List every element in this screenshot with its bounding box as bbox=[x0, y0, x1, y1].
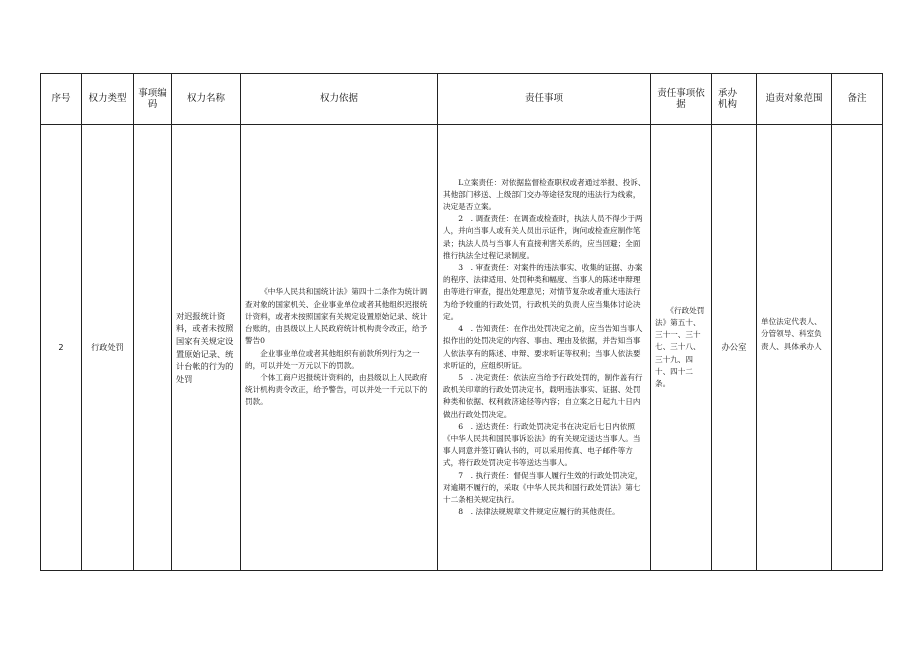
basis-paragraph: 《中华人民共和国统计法》第四十二条作为统计调查对象的国家机关、企业事业单位或者其他组织迟报统计资料，或者未按照国家有关规定设置原始记录、统计台账的，由县级以上人民政府统计机构责令改正，给予警告0 bbox=[245, 287, 428, 346]
duty-item: 3 . 审查责任：对案件的违法事实、收集的证据、办案的程序、法律适用、处罚种类和幅度、当事人的陈述申辩理由等进行审查，提出处理意见；对情节复杂或者重大违法行为给予较重的行政处罚，行政机关的负责人应当集体讨论决定。 bbox=[443, 263, 643, 321]
cell-duties bbox=[438, 125, 651, 571]
header-duties: 责任事项 bbox=[438, 74, 651, 125]
table-row bbox=[41, 125, 883, 571]
cell-item-code bbox=[134, 125, 172, 571]
duty-item: 2 . 调查责任：在调查或检查时，执法人员不得少于两人，并向当事人或有关人员出示证件，询问或检查应制作笔录；执法人员与当事人有直接利害关系的，应当回避；全面推行执法全过程记录制度。 bbox=[443, 214, 643, 260]
cell-basis bbox=[241, 125, 438, 571]
basis-paragraph: 个体工商户迟报统计资料的，由县级以上人民政府统计机构责令改正，给予警告，可以并处一千元以下的罚款。 bbox=[245, 372, 428, 407]
cell-scope bbox=[757, 125, 832, 571]
basis-paragraph: 企业事业单位或者其他组织有前款所列行为之一的，可以并处一万元以下的罚款。 bbox=[245, 348, 420, 370]
duty-item: 5 . 决定责任：依法应当给予行政处罚的，制作盖有行政机关印章的行政处罚决定书，载明违法事实、证据、处罚种类和依据、权利救济途径等内容；自立案之日起九十日内做出行政处罚决定。 bbox=[443, 372, 643, 419]
cell-office: 办公室 bbox=[712, 125, 757, 571]
header-scope: 追责对象范围 bbox=[757, 74, 832, 125]
cell-power-type: 行政处罚 bbox=[82, 125, 134, 571]
duty-basis-text: 《行政处罚法》第五十、三十一、三十七、三十八、三十九、四十、四十二条。 bbox=[655, 305, 705, 388]
header-duty-basis: 责任事项依据 bbox=[651, 74, 712, 125]
cell-remarks bbox=[832, 125, 883, 571]
header-office: 承办机构 bbox=[712, 74, 757, 125]
header-remarks: 备注 bbox=[832, 74, 883, 125]
scope-text: 单位法定代表人、分管领导、科室负责人、具体承办人 bbox=[761, 317, 822, 351]
duty-item: 8 . 法律法规规章文件规定应履行的其他责任。 bbox=[458, 507, 620, 517]
duty-item: 6 . 送达责任：行政处罚决定书在决定后七日内依照《中华人民共和国民事诉讼法》的有关规定送达当事人。当事人同意并签订确认书的，可以采用传真、电子邮件等方式，将行政处罚决定书等送达当事人。 bbox=[443, 421, 641, 468]
duty-item: 7 . 执行责任：督促当事人履行生效的行政处罚决定，对逾期不履行的，采取《中华人民共和国行政处罚法》第七十二条相关规定执行。 bbox=[443, 470, 643, 504]
header-seq: 序号 bbox=[41, 74, 82, 125]
duty-item: L立案责任：对依据监督检查职权或者通过举报、投诉、其他部门移送、上级部门交办等途径发现的违法行为线索，决定是否立案。 bbox=[443, 177, 646, 212]
header-power-name: 权力名称 bbox=[172, 74, 241, 125]
cell-duty-basis bbox=[651, 125, 712, 571]
responsibility-table bbox=[40, 73, 883, 571]
duty-item: 4 . 告知责任：在作出处罚决定之前，应当告知当事人拟作出的处罚决定的内容、事由、理由及依据，并告知当事人依法享有的陈述、申辩、要求听证等权利；当事人依法要求听证的，应组织听证。 bbox=[443, 324, 643, 370]
cell-power-name bbox=[172, 125, 241, 571]
header-row bbox=[41, 74, 883, 125]
header-basis: 权力依据 bbox=[241, 74, 438, 125]
cell-seq: 2 bbox=[41, 125, 82, 571]
power-name-text: 对迟报统计资料，或者未按照国家有关规定设置原始记录、统计台帐的行为的处罚 bbox=[176, 310, 234, 384]
header-power-type: 权力类型 bbox=[82, 74, 134, 125]
header-item-code: 事项编码 bbox=[134, 74, 172, 125]
